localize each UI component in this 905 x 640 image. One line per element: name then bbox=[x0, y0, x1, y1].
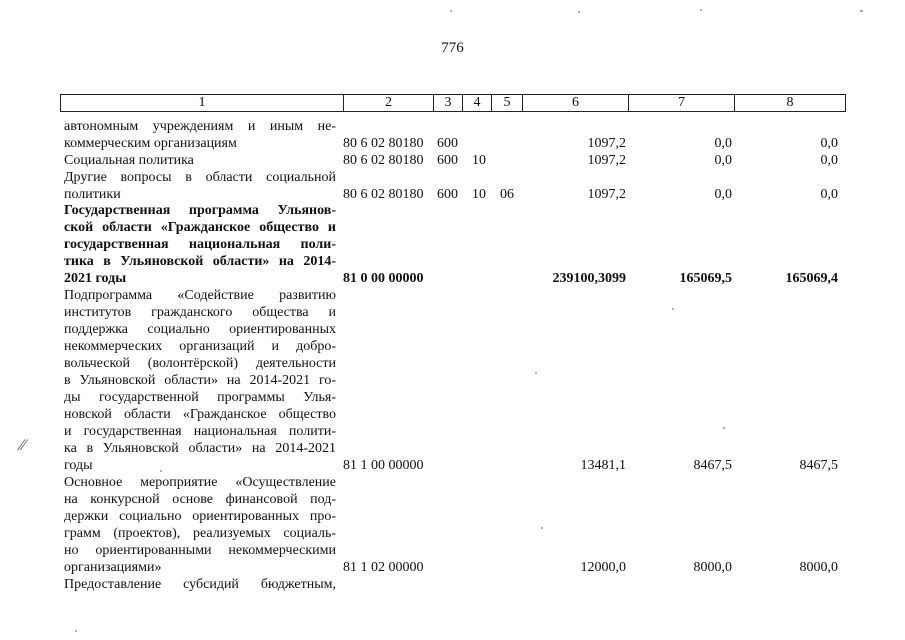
scan-speck bbox=[535, 372, 537, 374]
subsection-code: 06 bbox=[500, 187, 514, 202]
value-col-6: 12000,0 bbox=[580, 560, 626, 575]
row-description bbox=[64, 118, 336, 152]
description-line: грамм (проектов), реализуемых социаль- bbox=[64, 526, 336, 541]
description-line: на конкурсной основе финансовой под- bbox=[64, 492, 336, 507]
section-code: 10 bbox=[472, 153, 486, 168]
header-col-7: 7 bbox=[629, 95, 735, 111]
scan-speck bbox=[700, 9, 702, 11]
scan-speck bbox=[723, 427, 725, 429]
scan-speck bbox=[75, 630, 77, 632]
value-col-8: 0,0 bbox=[820, 187, 838, 202]
table-header-row bbox=[60, 94, 846, 112]
description-line: Социальная политика bbox=[64, 153, 194, 168]
description-line: новской области «Гражданское общество bbox=[64, 407, 336, 422]
description-line: поддержка социально ориентированных bbox=[64, 322, 336, 337]
description-line: но ориентированными некоммерческими bbox=[64, 543, 336, 558]
value-col-8: 0,0 bbox=[820, 136, 838, 151]
page-number: 776 bbox=[441, 40, 464, 56]
budget-code: 80 6 02 80180 bbox=[343, 153, 424, 168]
scan-speck bbox=[578, 11, 580, 13]
value-col-7: 0,0 bbox=[714, 136, 732, 151]
value-col-8: 165069,4 bbox=[785, 271, 838, 286]
section-code: 10 bbox=[472, 187, 486, 202]
value-col-8: 8000,0 bbox=[799, 560, 838, 575]
value-col-6: 1097,2 bbox=[587, 153, 626, 168]
description-line: организациями» bbox=[64, 560, 162, 575]
scan-speck bbox=[160, 470, 162, 472]
expense-type: 600 bbox=[437, 187, 458, 202]
description-line: и государственная национальная полити- bbox=[64, 424, 336, 439]
value-col-7: 0,0 bbox=[714, 187, 732, 202]
header-col-4: 4 bbox=[463, 95, 492, 111]
description-line: институтов гражданского общества и bbox=[64, 305, 336, 320]
value-col-8: 0,0 bbox=[820, 153, 838, 168]
scan-speck bbox=[672, 308, 674, 310]
description-line: Другие вопросы в области социальной bbox=[64, 170, 336, 185]
description-line: в Ульяновской области» на 2014-2021 го- bbox=[64, 373, 336, 388]
description-line: Государственная программа Ульянов- bbox=[64, 203, 336, 218]
value-col-6: 13481,1 bbox=[580, 458, 626, 473]
description-line: коммерческим организациям bbox=[64, 136, 237, 151]
value-col-6: 239100,3099 bbox=[552, 271, 626, 286]
description-line: держки социально ориентированных про- bbox=[64, 509, 336, 524]
description-line: вольческой (волонтёрской) деятельности bbox=[64, 356, 336, 371]
row-description bbox=[64, 287, 336, 474]
header-col-3: 3 bbox=[434, 95, 463, 111]
budget-code: 80 6 02 80180 bbox=[343, 187, 424, 202]
description-line: некоммерческих организаций и добро- bbox=[64, 339, 336, 354]
header-col-1: 1 bbox=[61, 95, 344, 111]
row-description bbox=[64, 152, 336, 169]
budget-code: 81 1 00 00000 bbox=[343, 458, 424, 473]
budget-code: 80 6 02 80180 bbox=[343, 136, 424, 151]
description-line: автономным учреждениям и иным не- bbox=[64, 119, 336, 134]
description-line: ка в Ульяновской области» на 2014-2021 bbox=[64, 441, 336, 456]
row-description bbox=[64, 474, 336, 576]
value-col-7: 8000,0 bbox=[693, 560, 732, 575]
scan-speck bbox=[450, 10, 452, 12]
budget-code: 81 0 00 00000 bbox=[343, 271, 424, 286]
description-line: тика в Ульяновской области» на 2014- bbox=[64, 254, 336, 269]
description-line: ской области «Гражданское общество и bbox=[64, 220, 336, 235]
description-line: Предоставление субсидий бюджетным, bbox=[64, 577, 336, 592]
description-line: политики bbox=[64, 187, 121, 202]
budget-code: 81 1 02 00000 bbox=[343, 560, 424, 575]
value-col-6: 1097,2 bbox=[587, 136, 626, 151]
value-col-7: 8467,5 bbox=[693, 458, 732, 473]
header-col-2: 2 bbox=[344, 95, 434, 111]
description-line: Подпрограмма «Содействие развитию bbox=[64, 288, 336, 303]
expense-type: 600 bbox=[437, 136, 458, 151]
value-col-7: 165069,5 bbox=[679, 271, 732, 286]
description-line: 2021 годы bbox=[64, 271, 127, 286]
value-col-7: 0,0 bbox=[714, 153, 732, 168]
header-col-8: 8 bbox=[786, 95, 794, 110]
description-line: Основное мероприятие «Осуществление bbox=[64, 475, 336, 490]
scan-speck bbox=[541, 527, 543, 529]
header-col-6: 6 bbox=[523, 95, 629, 111]
row-description bbox=[64, 202, 336, 287]
description-line: ды государственной программы Улья- bbox=[64, 390, 336, 405]
row-description bbox=[64, 169, 336, 203]
expense-type: 600 bbox=[437, 153, 458, 168]
header-col-5: 5 bbox=[492, 95, 523, 111]
scan-speck bbox=[860, 10, 863, 12]
row-description bbox=[64, 576, 336, 593]
value-col-6: 1097,2 bbox=[587, 187, 626, 202]
margin-pen-mark: ⁄⁄ bbox=[20, 437, 26, 454]
value-col-8: 8467,5 bbox=[799, 458, 838, 473]
description-line: годы bbox=[64, 458, 93, 473]
description-line: государственная национальная поли- bbox=[64, 237, 336, 252]
